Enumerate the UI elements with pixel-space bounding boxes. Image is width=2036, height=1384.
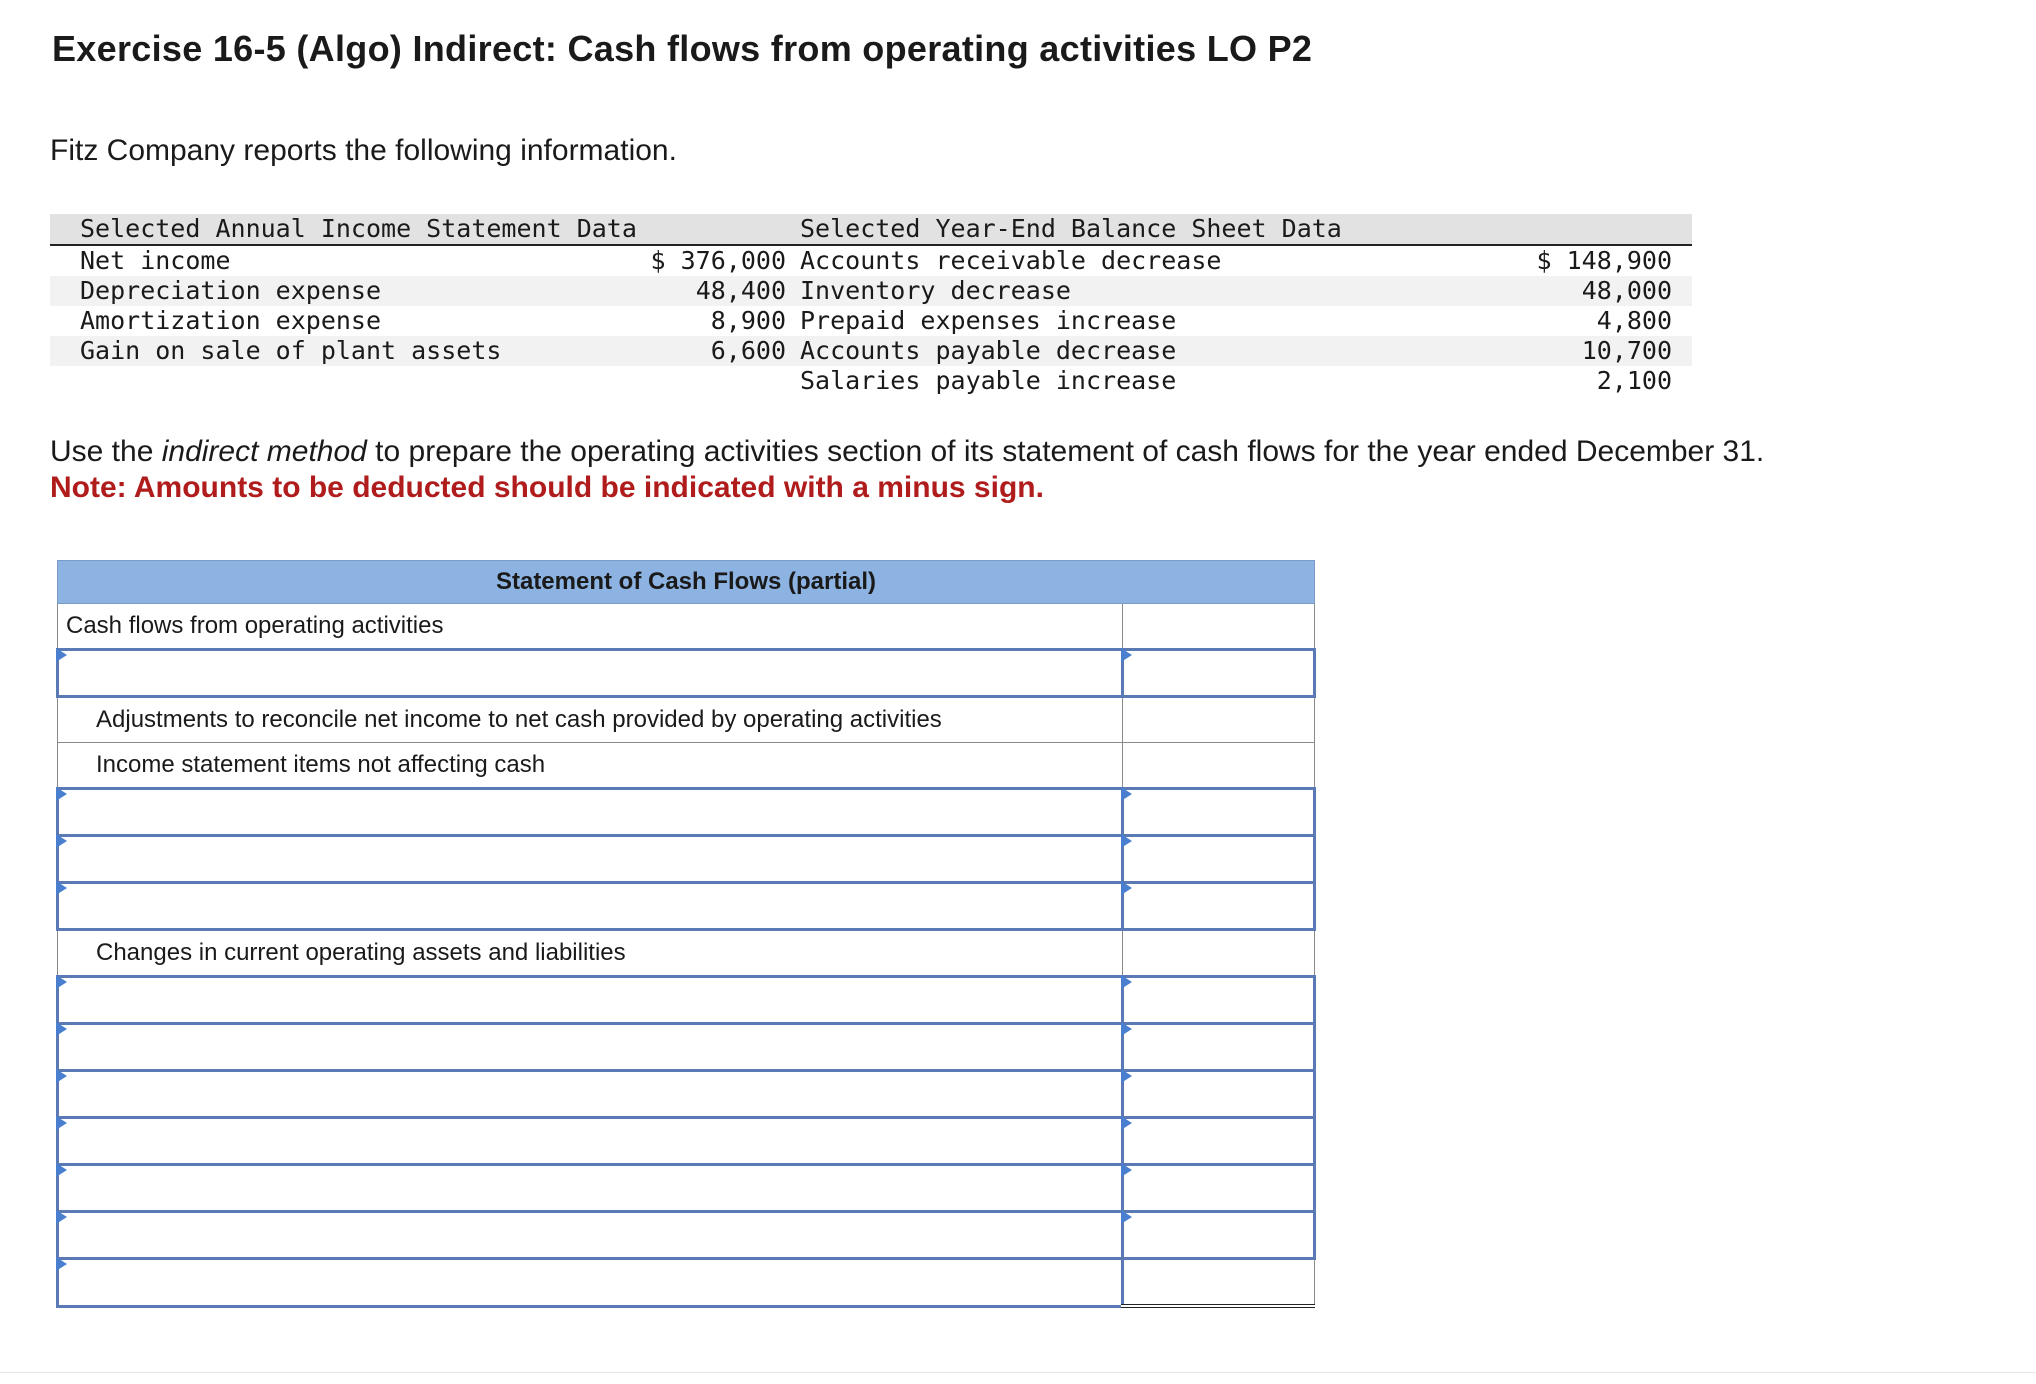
given-data-row (50, 336, 1692, 366)
label-input[interactable] (58, 1118, 1123, 1165)
label-input[interactable] (58, 1024, 1123, 1071)
instruction-note: Note: Amounts to be deducted should be indicated with a minus sign. (50, 471, 1044, 504)
label-input[interactable] (58, 789, 1123, 836)
worksheet-title: Statement of Cash Flows (partial) (58, 561, 1315, 604)
worksheet-row (58, 977, 1315, 1024)
balance-item-label: Salaries payable increase (800, 366, 1177, 395)
intro-text: Fitz Company reports the following information. (50, 134, 677, 167)
worksheet-row (58, 1118, 1315, 1165)
label-input[interactable] (58, 1071, 1123, 1118)
balance-item-value: 4,800 (1596, 306, 1672, 335)
worksheet-row (58, 1165, 1315, 1212)
worksheet-row (58, 743, 1315, 789)
balance-item-value: 48,000 (1450, 276, 1692, 306)
given-data-header-row (50, 214, 1692, 245)
label-input[interactable] (58, 650, 1123, 697)
instructions (50, 434, 1764, 506)
cash-flow-worksheet (56, 560, 1316, 1308)
income-item-value: 6,600 (594, 336, 800, 366)
instruction-suffix: to prepare the operating activities section of its statement of cash flows for the year ended December 31. (366, 435, 1765, 468)
given-data-row (50, 306, 1692, 336)
amount-input[interactable] (1122, 650, 1314, 697)
given-data-table (50, 214, 1692, 396)
worksheet-header-row (58, 561, 1315, 604)
income-item-label: Amortization expense (50, 306, 594, 336)
income-item-label: Gain on sale of plant assets (50, 336, 594, 366)
label-input[interactable] (58, 977, 1123, 1024)
income-item-value: 48,400 (594, 276, 800, 306)
worksheet-row (58, 1071, 1315, 1118)
total-amount-cell (1122, 1259, 1314, 1307)
total-label-input[interactable] (58, 1259, 1123, 1307)
amount-input[interactable] (1122, 1071, 1314, 1118)
worksheet-row (58, 836, 1315, 883)
balance-item-label: Accounts payable decrease (800, 336, 1450, 366)
income-data-header: Selected Annual Income Statement Data (50, 214, 800, 245)
label-input[interactable] (58, 836, 1123, 883)
label-input[interactable] (58, 883, 1123, 930)
instruction-emphasis: indirect method (161, 435, 367, 468)
balance-item-value: 10,700 (1450, 336, 1692, 366)
amount-input[interactable] (1122, 883, 1314, 930)
balance-item-label: Accounts receivable decrease (800, 246, 1222, 275)
worksheet-row (58, 1212, 1315, 1259)
section-label: Cash flows from operating activities (58, 604, 1123, 650)
income-item-value: $ 376,000 (594, 245, 800, 276)
balance-item-value: $ 148,900 (1536, 246, 1672, 275)
amount-input[interactable] (1122, 789, 1314, 836)
income-item-label: Depreciation expense (50, 276, 594, 306)
worksheet-row (58, 883, 1315, 930)
given-data-row (50, 276, 1692, 306)
label-input[interactable] (58, 1212, 1123, 1259)
amount-input[interactable] (1122, 1165, 1314, 1212)
page-title: Exercise 16-5 (Algo) Indirect: Cash flows from operating activities LO P2 (52, 28, 1313, 69)
balance-item-label: Inventory decrease (800, 276, 1450, 306)
given-data-row (50, 245, 1692, 276)
label-input[interactable] (58, 1165, 1123, 1212)
worksheet-row (58, 604, 1315, 650)
income-item-label: Net income (50, 245, 594, 276)
amount-input[interactable] (1122, 1118, 1314, 1165)
instruction-text (50, 434, 1764, 470)
changes-label: Changes in current operating assets and liabilities (58, 930, 1123, 977)
worksheet-row (58, 650, 1315, 697)
amount-input[interactable] (1122, 977, 1314, 1024)
amount-input[interactable] (1122, 1212, 1314, 1259)
worksheet-row (58, 697, 1315, 743)
balance-data-header: Selected Year-End Balance Sheet Data (800, 214, 1692, 245)
adjustments-label: Adjustments to reconcile net income to net cash provided by operating activities (58, 697, 1123, 743)
noncash-items-label: Income statement items not affecting cash (58, 743, 1123, 789)
instruction-prefix: Use the (50, 435, 162, 468)
divider (0, 1372, 2036, 1373)
amount-input[interactable] (1122, 1024, 1314, 1071)
balance-item-label: Prepaid expenses increase (800, 306, 1177, 335)
worksheet-row (58, 930, 1315, 977)
balance-item-value: 2,100 (1596, 366, 1672, 395)
worksheet-total-row (58, 1259, 1315, 1307)
amount-input[interactable] (1122, 836, 1314, 883)
given-data-row (50, 366, 1692, 396)
worksheet-row (58, 789, 1315, 836)
income-item-value: 8,900 (594, 306, 800, 336)
worksheet-row (58, 1024, 1315, 1071)
